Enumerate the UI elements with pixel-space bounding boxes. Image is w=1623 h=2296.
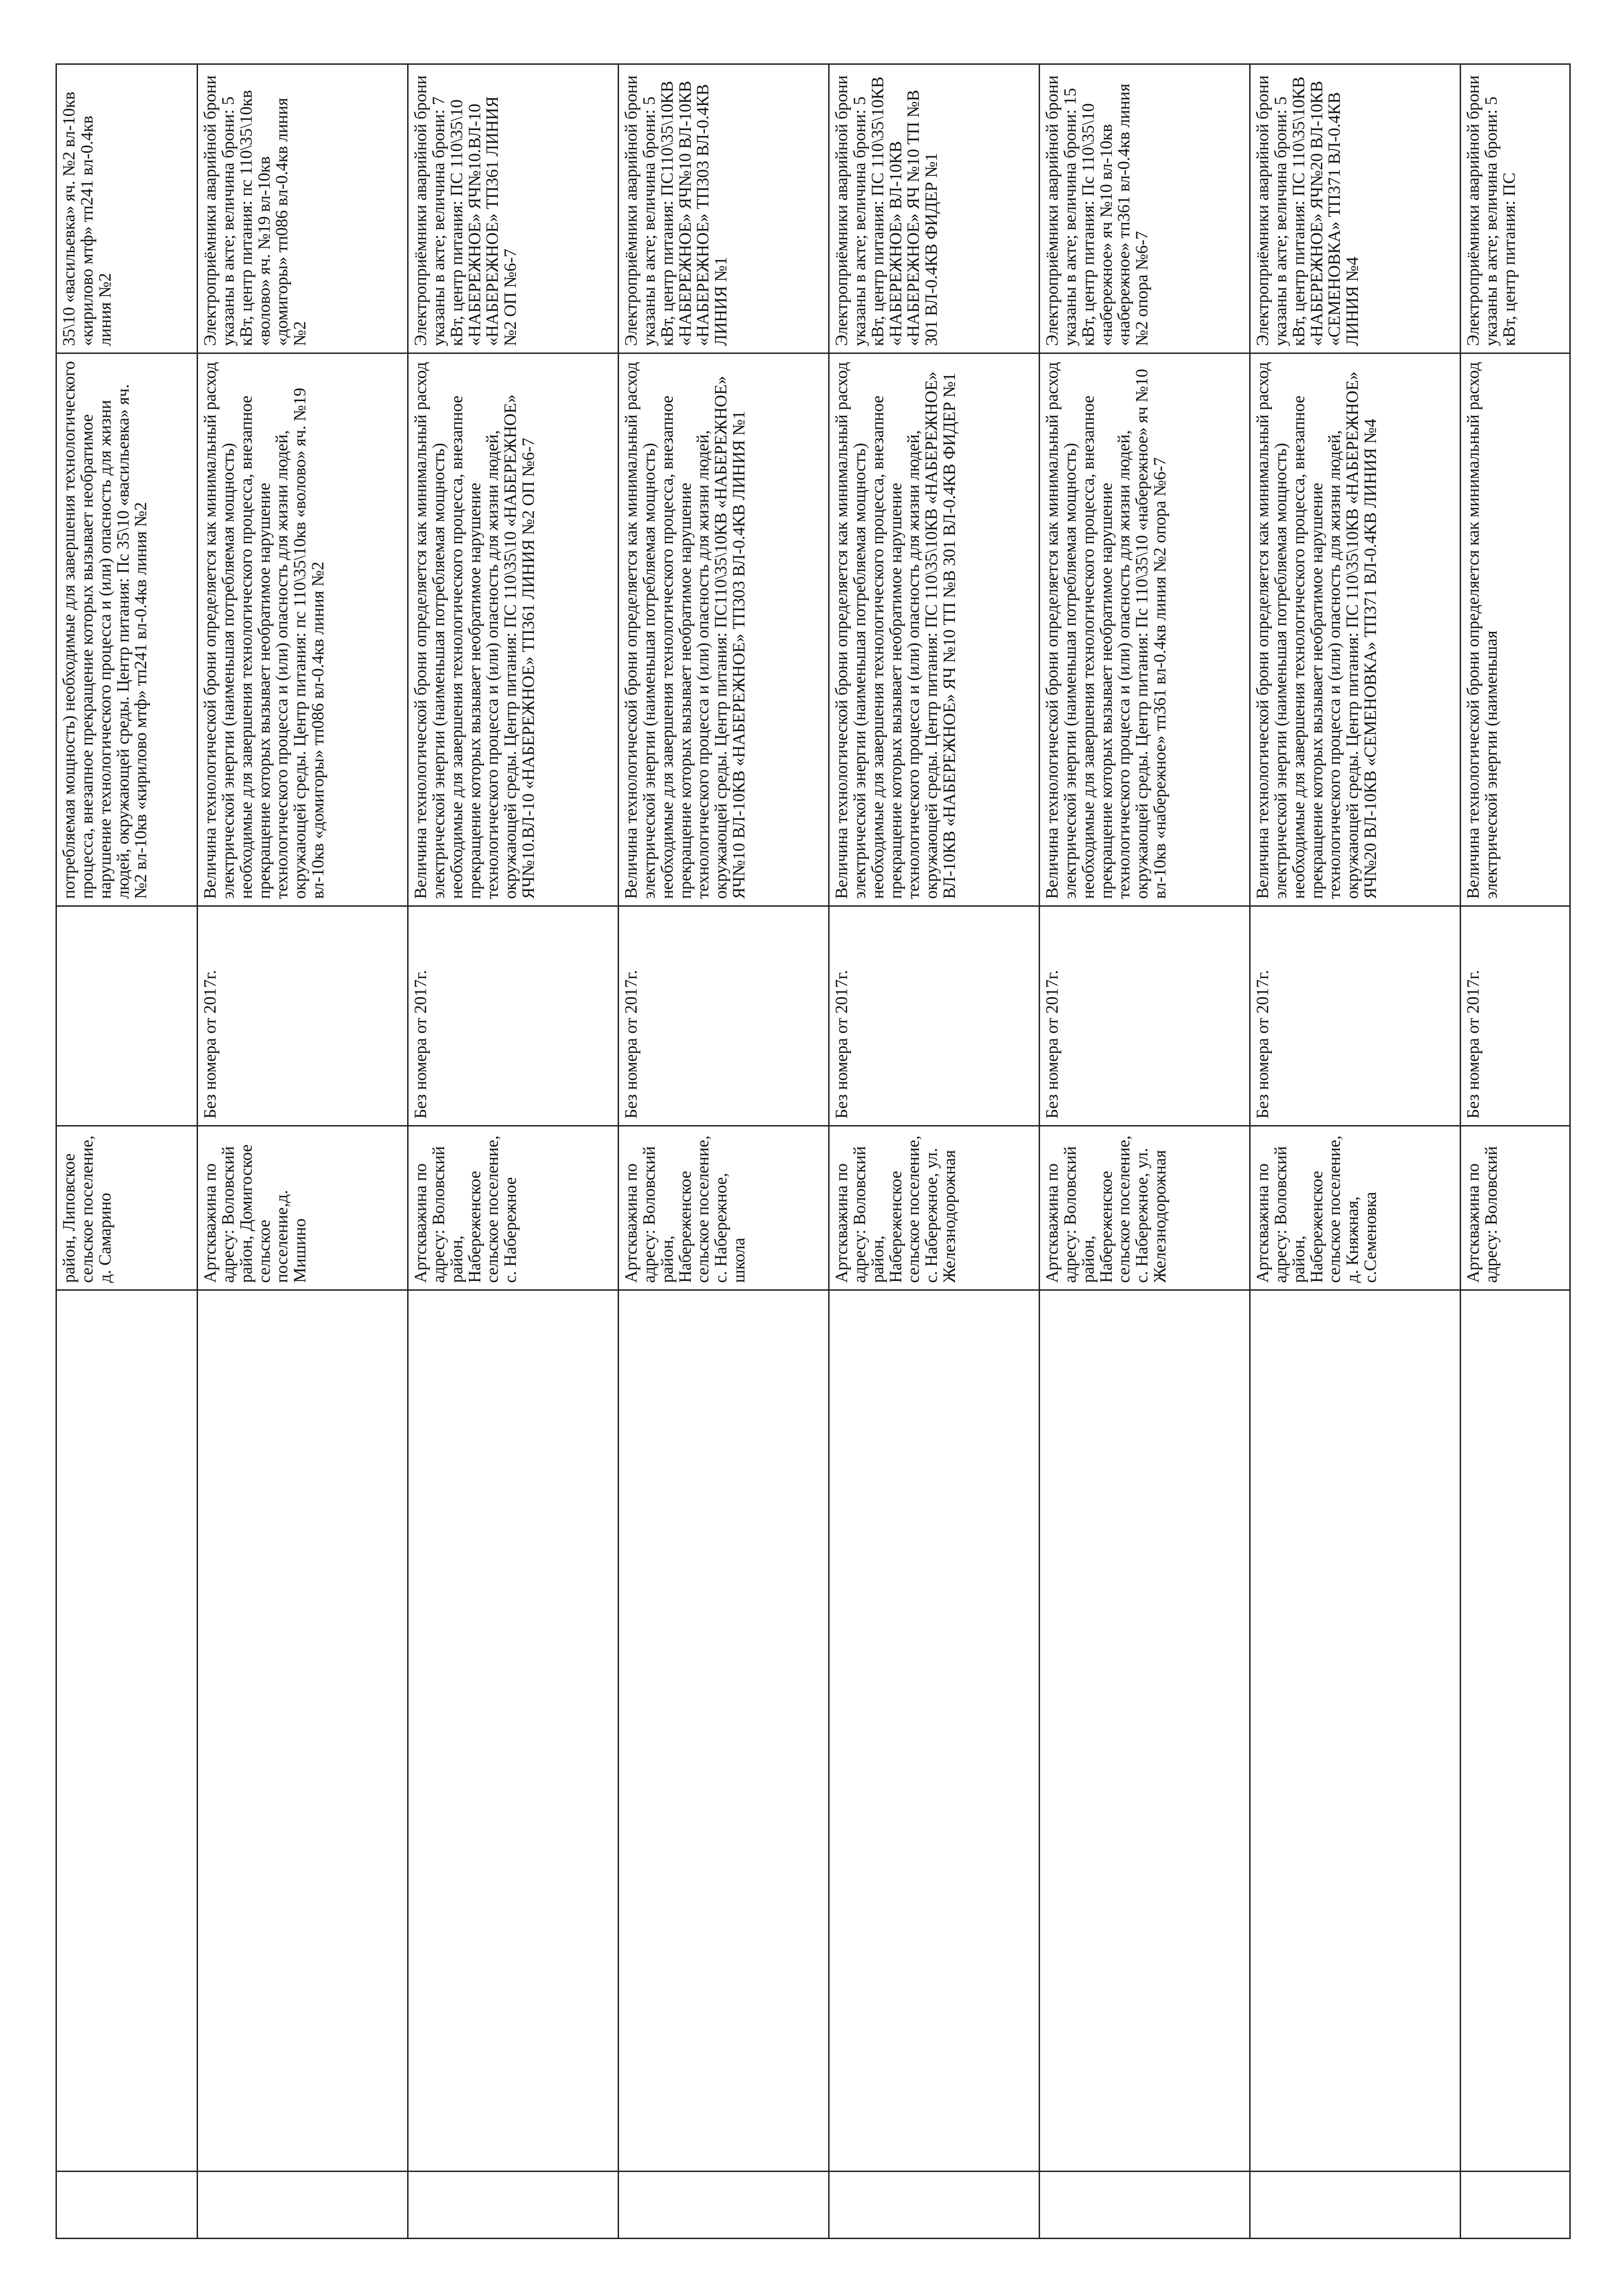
act-cell: Без номера от 2017г. <box>619 906 829 1126</box>
table-row <box>198 64 408 2239</box>
address-cell: Артскважина по адресу: Воловский район, Домигоское сельское поселение,д. Мишино <box>198 1126 408 1290</box>
tech-reserve-cell: Величина технологической брони определяется как минимальный расход электрической энергии (наименьшая потребляемая мощность) необходимые для завершения технологического процесса, внезапное прекращение которых вызывает необратимое нарушение технологического процесса и (или) опасность для жизни людей, окружающей среды. Центр питания: ПС110\35\10КВ «НАБЕРЕЖНОЕ» ЯЧ№10 ВЛ-10КВ «НАБЕРЕЖНОЕ» ТП303 ВЛ-0.4КВ ЛИНИЯ №1 <box>619 353 829 906</box>
emergency-reserve-cell: 35\10 «васильевка» яч. №2 вл-10кв «кирилово мтф» тп241 вл-0.4кв линия №2 <box>56 64 198 353</box>
empty-cell-a <box>1040 2172 1250 2239</box>
address-cell: Артскважина по адресу: Воловский район, Набереженское сельское поселение, с. Набережное <box>408 1126 619 1290</box>
empty-cell-a <box>198 2172 408 2239</box>
address-cell: Артскважина по адресу: Воловский район, Набереженское сельское поселение, с. Набережное, ул. Железнодорожная <box>1040 1126 1250 1290</box>
emergency-reserve-cell: Электроприёмники аварийной брони указаны в акте; величина брони: 5 кВт, центр питания: ПС110\35\10КВ «НАБЕРЕЖНОЕ» ЯЧ№10 ВЛ-10КВ «НАБЕРЕЖНОЕ» ТП303 ВЛ-0.4КВ ЛИНИЯ №1 <box>619 64 829 353</box>
act-cell: Без номера от 2017г. <box>198 906 408 1126</box>
table-row <box>1250 64 1461 2239</box>
tech-reserve-cell: Величина технологической брони определяется как минимальный расход электрической энергии (наименьшая потребляемая мощность) необходимые для завершения технологического процесса, внезапное прекращение которых вызывает необратимое нарушение технологического процесса и (или) опасность для жизни людей, окружающей среды. Центр питания: ПС 110\35\10КВ «НАБЕРЕЖНОЕ» ВЛ-10КВ «НАБЕРЕЖНОЕ» ЯЧ №10 ТП №В 301 ВЛ-0.4КВ ФИДЕР №1 <box>829 353 1040 906</box>
address-cell: Артскважина по адресу: Воловский район, Набереженское сельское поселение, с. Набережное, школа <box>619 1126 829 1290</box>
tech-reserve-cell: Величина технологической брони определяется как минимальный расход электрической энергии (наименьшая потребляемая мощность) необходимые для завершения технологического процесса, внезапное прекращение которых вызывает необратимое нарушение технологического процесса и (или) опасность для жизни людей, окружающей среды. Центр питания: Пс 110\35\10 «набережное» яч №10 вл-10кв «набережное» тп361 вл-0.4кв линия №2 опора №6-7 <box>1040 353 1250 906</box>
empty-cell-a <box>408 2172 619 2239</box>
address-cell: Артскважина по адресу: Воловский <box>1461 1126 1570 1290</box>
empty-cell-b <box>408 1290 619 2172</box>
empty-cell-a <box>56 2172 198 2239</box>
tech-reserve-cell: потребляемая мощность) необходимые для завершения технологического процесса, внезапное прекращение которых вызывает необратимое нарушение технологического процесса и (или) опасность для жизни людей, окружающей среды. Центр питания: Пс 35\10 «васильевка» яч. №2 вл-10кв «кирилово мтф» тп241 вл-0.4кв линия №2 <box>56 353 198 906</box>
power-reserve-table <box>56 63 1571 2239</box>
empty-cell-b <box>619 1290 829 2172</box>
empty-cell-b <box>1461 1290 1570 2172</box>
tech-reserve-cell: Величина технологической брони определяется как минимальный расход электрической энергии (наименьшая потребляемая мощность) необходимые для завершения технологического процесса, внезапное прекращение которых вызывает необратимое нарушение технологического процесса и (или) опасность для жизни людей, окружающей среды. Центр питания: пс 110\35\10кв «волово» яч. №19 вл-10кв «домигоры» тп086 вл-0.4кв линия №2 <box>198 353 408 906</box>
empty-cell-b <box>198 1290 408 2172</box>
act-cell <box>56 906 198 1126</box>
address-cell: Артскважина по адресу: Воловский район, Набереженское сельское поселение, д. Княжная, с.Семеновка <box>1250 1126 1461 1290</box>
empty-cell-b <box>1040 1290 1250 2172</box>
table-row <box>1461 64 1570 2239</box>
empty-cell-b <box>1250 1290 1461 2172</box>
table-row <box>1040 64 1250 2239</box>
empty-cell-b <box>829 1290 1040 2172</box>
empty-cell-a <box>1461 2172 1570 2239</box>
act-cell: Без номера от 2017г. <box>829 906 1040 1126</box>
table-row <box>829 64 1040 2239</box>
act-cell: Без номера от 2017г. <box>1461 906 1570 1126</box>
emergency-reserve-cell: Электроприёмники аварийной брони указаны в акте; величина брони: 7 кВт, центр питания: ПС 110\35\10 «НАБЕРЕЖНОЕ» ЯЧ№10.ВЛ-10 «НАБЕРЕЖНОЕ» ТП361 ЛИНИЯ №2 ОП №6-7 <box>408 64 619 353</box>
emergency-reserve-cell: Электроприёмники аварийной брони указаны в акте; величина брони: 5 кВт, центр питания: ПС 110\35\10КВ «НАБЕРЕЖНОЕ» ЯЧ№20 ВЛ-10КВ «СЕМЕНОВКА» ТП371 ВЛ-0.4КВ ЛИНИЯ №4 <box>1250 64 1461 353</box>
address-cell: район, Липовское сельское поселение, д. Самарино <box>56 1126 198 1290</box>
empty-cell-b <box>56 1290 198 2172</box>
table-row <box>619 64 829 2239</box>
act-cell: Без номера от 2017г. <box>1040 906 1250 1126</box>
rotated-table-container <box>56 65 1569 2239</box>
table-row <box>408 64 619 2239</box>
tech-reserve-cell: Величина технологической брони определяется как минимальный расход электрической энергии (наименьшая потребляемая мощность) необходимые для завершения технологического процесса, внезапное прекращение которых вызывает необратимое нарушение технологического процесса и (или) опасность для жизни людей, окружающей среды. Центр питания: ПС 110\35\10 «НАБЕРЕЖНОЕ» ЯЧ№10.ВЛ-10 «НАБЕРЕЖНОЕ» ТП361 ЛИНИЯ №2 ОП №6-7 <box>408 353 619 906</box>
address-cell: Артскважина по адресу: Воловский район, Набереженское сельское поселение, с. Набережное, ул. Железнодорожная <box>829 1126 1040 1290</box>
tech-reserve-cell: Величина технологической брони определяется как минимальный расход электрической энергии (наименьшая <box>1461 353 1570 906</box>
tech-reserve-cell: Величина технологической брони определяется как минимальный расход электрической энергии (наименьшая потребляемая мощность) необходимые для завершения технологического процесса, внезапное прекращение которых вызывает необратимое нарушение технологического процесса и (или) опасность для жизни людей, окружающей среды. Центр питания: ПС 110\35\10КВ «НАБЕРЕЖНОЕ» ЯЧ№20 ВЛ-10КВ «СЕМЕНОВКА» ТП371 ВЛ-0.4КВ ЛИНИЯ №4 <box>1250 353 1461 906</box>
empty-cell-a <box>619 2172 829 2239</box>
act-cell: Без номера от 2017г. <box>408 906 619 1126</box>
table-row <box>56 64 198 2239</box>
emergency-reserve-cell: Электроприёмники аварийной брони указаны в акте; величина брони: 5 кВт, центр питания: пс 110\35\10кв «волово» яч. №19 вл-10кв «домигоры» тп086 вл-0.4кв линия №2 <box>198 64 408 353</box>
emergency-reserve-cell: Электроприёмники аварийной брони указаны в акте; величина брони: 5 кВт, центр питания: ПС <box>1461 64 1570 353</box>
emergency-reserve-cell: Электроприёмники аварийной брони указаны в акте; величина брони: 15 кВт, центр питания: Пс 110\35\10 «набережное» яч №10 вл-10кв «набережное» тп361 вл-0.4кв линия №2 опора №6-7 <box>1040 64 1250 353</box>
emergency-reserve-cell: Электроприёмники аварийной брони указаны в акте; величина брони: 5 кВт, центр питания: ПС 110\35\10КВ «НАБЕРЕЖНОЕ» ВЛ-10КВ «НАБЕРЕЖНОЕ» ЯЧ №10 ТП №В 301 ВЛ-0.4КВ ФИДЕР №1 <box>829 64 1040 353</box>
empty-cell-a <box>829 2172 1040 2239</box>
act-cell: Без номера от 2017г. <box>1250 906 1461 1126</box>
empty-cell-a <box>1250 2172 1461 2239</box>
